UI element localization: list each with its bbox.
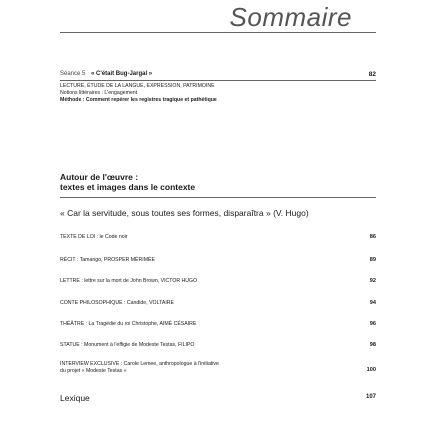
toc-item-page: 96 [369,321,376,327]
toc-item-label: RÉCIT : Tamango, PROSPER MÉRIMÉE [60,257,155,263]
section-rule [60,197,376,198]
section-heading [60,172,195,192]
toc-item [60,257,376,264]
session-row [60,71,376,77]
interview-line1: INTERVIEW EXCLUSIVE : Carole Lemee, anthropologue à l'initiative [60,361,219,367]
section-heading-line2: textes et images dans le contexte [60,182,196,192]
lexique-label: Lexique [60,393,90,403]
lexique-page: 107 [365,394,376,400]
session-rule [60,80,376,81]
toc-item [60,278,376,285]
session-line2: Notions littéraires : L'engagement [60,90,138,96]
interview-line2: du projet « Modeste Testas » [60,367,127,374]
interview-entry [60,361,376,374]
section-heading-line1: Autour de l'œuvre : [60,172,139,182]
lexique-entry [60,393,376,403]
section-quote: « Car la servitude, sous toutes ses formes, disparaîtra » (V. Hugo) [60,208,309,218]
toc-item [60,342,376,349]
session-page: 82 [368,71,376,78]
toc-item-label: LETTRE : lettre sur la mort de John Brown, VICTOR HUGO [60,278,198,284]
interview-page: 100 [366,367,376,373]
title-rule [60,32,376,33]
session-name: « C'était Bug-Jargal » [91,71,153,77]
toc-item-page: 92 [369,278,376,284]
session-line1: LECTURE, ÉTUDE DE LA LANGUE, EXPRESSION, PATRIMOINE [60,83,215,89]
toc-item-label: STATUE : Monument à l'effigie de Modeste Testas, FILIPO [60,342,195,348]
toc-item-page: 86 [369,234,376,240]
session-line3: Méthode : Comment repérer les registres tragique et pathétique [60,97,217,103]
session-label: Séance 5 [60,71,86,77]
toc-item [60,321,376,328]
toc-item-page: 94 [369,300,376,306]
toc-item-page: 89 [369,257,376,263]
toc-item-label: CONTE PHILOSOPHIQUE : Candide, VOLTAIRE [60,300,174,306]
toc-item-label: TEXTE DE LOI : le Code noir [60,234,128,240]
toc-item-page: 98 [369,342,376,348]
toc-item-label: THÉÂTRE : La Tragédie du roi Christophe, AIMÉ CÉSAIRE [60,321,197,327]
toc-item [60,234,376,241]
page-title: Sommaire [229,2,352,32]
toc-item [60,300,376,307]
